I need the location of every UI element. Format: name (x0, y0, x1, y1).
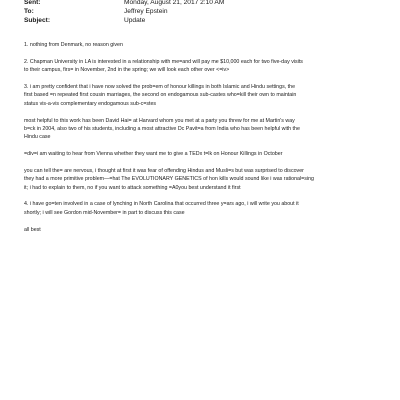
paragraph-7: 4. i have go=ten involved in a case of lynching in North Carolina that occurred three y=ars ago, i will write you about it shortly; i will see Gordon mid-November= in part to discuss this case (24, 201, 299, 216)
paragraph-6: you can tell the= are nervous, i thought at first it was fear of offending Hindus and Musli=s but was surprised to discover they had a more primitive problem—=hat The EVOLUTIONARY GENETICS of hon kills would sound like i was rational=sing it; i had to explain to them, no if you want to attack something =A0you best understand it first (24, 167, 314, 191)
subject-row (24, 16, 384, 25)
paragraph-2: 2. Chapman University in LA is interested in a relationship with me=and will pay me $10,000 each for two five-day visits to their campus, firs= in November, 2nd in the spring; we will look each other over <=iv> (24, 58, 303, 74)
paragraph-5: =div=i am waiting to hear from Vienna whether they want me to give a TEDx t=lk on Honour Killings in October (24, 151, 283, 158)
paragraph-3: 3. i am pretty confident that i have now solved the prob=em of honour killings in both Islamic and Hindu settings, the first based =n repeated first cousin marriages, the second on endogamous sub-castes who=kill their own to maintain status vis-a-vis complementary endogamous sub-c=stes (24, 84, 297, 107)
sent-row (24, 0, 384, 7)
paragraph-1: 1. nothing from Denmark, no reason given (24, 42, 123, 48)
sent-value: Monday, August 21, 2017 2:10 AM (124, 0, 225, 6)
to-value: Jeffrey Epstein (124, 8, 168, 16)
subject-label: Subject: (24, 17, 51, 25)
to-row (24, 7, 384, 16)
to-label: To: (24, 8, 34, 16)
signoff: all best (24, 226, 41, 233)
subject-value: Update (124, 17, 146, 25)
paragraph-4: most helpful to this work has been David Hai= at Harvard whom you met at a party you threw for me at Martin's way b=ck in 2004, also two of his students, including a most attractive Dc Pavit=a from India who has been helpful with the Hindu case (24, 117, 300, 141)
sent-label: Sent: (24, 0, 41, 6)
email-body (24, 41, 389, 243)
email-header (24, 0, 384, 26)
